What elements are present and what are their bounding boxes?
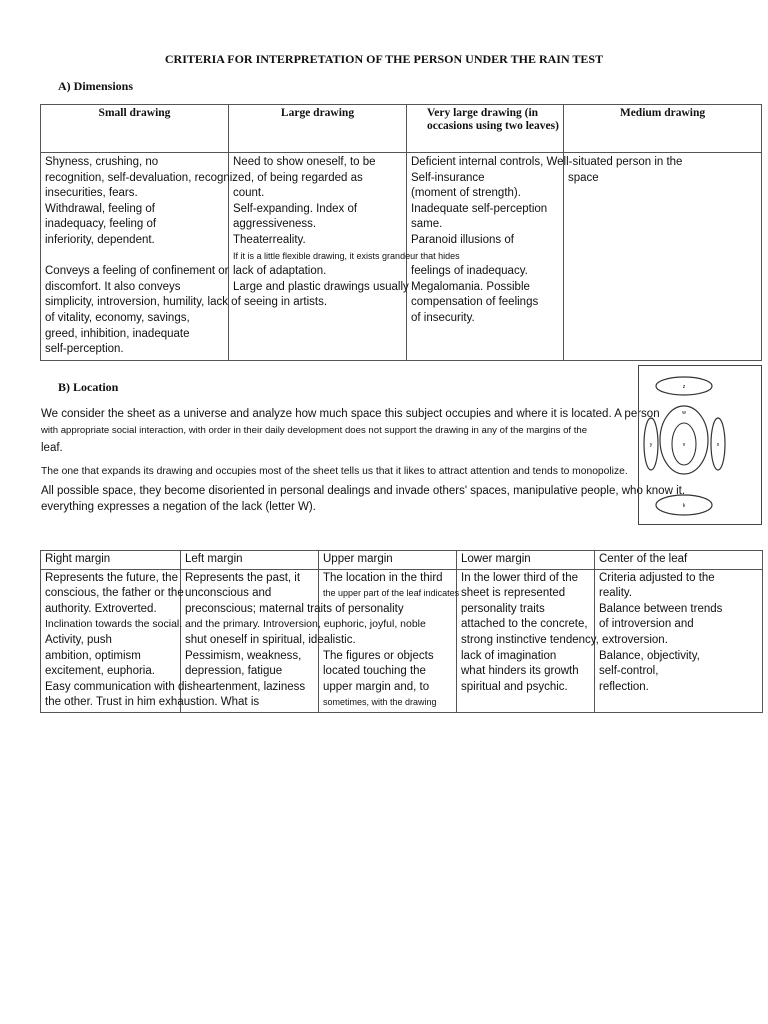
large-line: aggressiveness. [233, 218, 317, 231]
header-upper-margin: Upper margin [319, 551, 457, 570]
center-line: of introversion and [599, 618, 694, 631]
small-line: of vitality, economy, savings, [45, 311, 190, 324]
small-line [45, 249, 224, 265]
center-line [599, 695, 758, 711]
lower-line: sheet is represented [461, 587, 566, 600]
left-line: Represents the past, it [185, 571, 301, 584]
label-center: v [682, 442, 686, 448]
small-line: inferiority, dependent. [45, 233, 155, 246]
right-line: Inclination towards the social. [45, 618, 183, 631]
lower-line [461, 695, 590, 711]
diagram-svg [639, 366, 761, 524]
location-paragraph: everything expresses a negation of the lack (letter W). [41, 501, 316, 513]
upper-line: located touching the [323, 665, 426, 678]
small-line: Withdrawal, feeling of [45, 202, 155, 215]
label-middle-upper: w [682, 410, 686, 416]
very-large-line: (moment of strength). [411, 187, 521, 200]
left-line: and the primary. Introversion, euphoric, joyful, noble [185, 618, 426, 631]
very-large-line: feelings of inadequacy. [411, 265, 528, 278]
medium-drawing-cell [564, 153, 762, 361]
upper-line: sometimes, with the drawing [323, 697, 437, 708]
small-line: greed, inhibition, inadequate [45, 327, 190, 340]
right-line: authority. Extroverted. [45, 602, 157, 615]
location-paragraph: The one that expands its drawing and occupies most of the sheet tells us that it likes to attract attention and tends to monopolize. [41, 466, 628, 477]
medium-line: space [568, 171, 599, 184]
lower-line: strong instinctive tendency, extroversion. [461, 633, 668, 646]
label-top: z [682, 384, 686, 390]
very-large-line: Self-insurance [411, 171, 485, 184]
right-line: Easy communication with disheartenment, laziness [45, 680, 306, 693]
lower-line: personality traits [461, 602, 545, 615]
upper-line: The figures or objects [323, 649, 434, 662]
very-large-line: compensation of feelings [411, 296, 539, 309]
small-line: inadequacy, feeling of [45, 218, 157, 231]
section-a-heading: A) Dimensions [58, 79, 134, 93]
small-line: self-perception. [45, 343, 124, 356]
header-left-margin: Left margin [181, 551, 319, 570]
sheet-location-diagram [638, 365, 762, 525]
small-line: insecurities, fears. [45, 187, 138, 200]
lower-line: spiritual and psychic. [461, 680, 568, 693]
upper-line: the upper part of the leaf indicates [323, 588, 460, 599]
left-line: Pessimism, weakness, [185, 649, 302, 662]
left-line: shut oneself in spiritual, idealistic. [185, 633, 356, 646]
large-line: Self-expanding. Index of [233, 202, 358, 215]
location-paragraph: leaf. [41, 442, 63, 454]
upper-line: upper margin and, to [323, 680, 430, 693]
dimensions-table [40, 104, 762, 361]
small-line: Shyness, crushing, no [45, 156, 159, 168]
center-line: self-control, [599, 665, 659, 678]
center-line: Balance, objectivity, [599, 649, 700, 662]
large-line: count. [233, 187, 265, 200]
lower-line: lack of imagination [461, 649, 557, 662]
section-b-heading: B) Location [58, 380, 119, 394]
right-line: ambition, optimism [45, 649, 141, 662]
center-line: reality. [599, 587, 633, 600]
very-large-line: of insecurity. [411, 311, 475, 324]
large-line: Need to show oneself, to be [233, 156, 376, 168]
large-line: If it is a little flexible drawing, it exists grandeur that hides [233, 250, 460, 261]
lower-line: attached to the concrete, [461, 618, 588, 631]
lower-line: In the lower third of the [461, 571, 578, 584]
header-medium-drawing: Medium drawing [564, 105, 762, 153]
very-large-line: same. [411, 218, 443, 231]
right-line: Activity, push [45, 633, 112, 646]
lower-line: what hinders its growth [461, 665, 579, 678]
label-bottom: k [682, 503, 686, 509]
center-line: Balance between trends [599, 602, 723, 615]
location-paragraph: We consider the sheet as a universe and analyze how much space this subject occupies and where it is located. A person [41, 408, 660, 420]
right-line: Represents the future, the [45, 571, 178, 584]
header-lower-margin: Lower margin [457, 551, 595, 570]
header-center-of-leaf: Center of the leaf [595, 551, 763, 570]
large-line: lack of adaptation. [233, 265, 327, 278]
center-line: reflection. [599, 680, 649, 693]
location-paragraph: All possible space, they become disoriented in personal dealings and invade others' spaces, manipulative people, who know it. [41, 485, 686, 497]
large-line: Theaterreality. [233, 233, 306, 246]
left-line: preconscious; maternal traits of personality [185, 602, 404, 615]
label-left: y [649, 442, 653, 448]
small-line: Conveys a feeling of confinement or [45, 265, 229, 278]
large-line: Large and plastic drawings usually [233, 280, 409, 293]
header-right-margin: Right margin [41, 551, 181, 570]
small-line: simplicity, introversion, humility, lack of seeing in artists. [45, 296, 328, 309]
right-line: excitement, euphoria. [45, 665, 155, 678]
very-large-line: Inadequate self-perception [411, 202, 548, 215]
page-title: CRITERIA FOR INTERPRETATION OF THE PERSON UNDER THE RAIN TEST [164, 52, 604, 66]
outer-center-ellipse [660, 406, 708, 474]
small-line: recognition, self-devaluation, recognized, of being regarded as [45, 171, 363, 184]
right-line: the other. Trust in him exhaustion. What is [45, 696, 260, 709]
small-line: discomfort. It also conveys [45, 280, 181, 293]
right-line: conscious, the father or the [45, 587, 184, 600]
center-line: Criteria adjusted to the [599, 571, 715, 584]
left-line: unconscious and [185, 587, 272, 600]
header-very-large-drawing: Very large drawing (in occasions using two leaves) [407, 105, 564, 153]
header-large-drawing: Large drawing [229, 105, 407, 153]
location-table [40, 550, 763, 713]
left-line: depression, fatigue [185, 665, 283, 678]
very-large-line: Megalomania. Possible [411, 280, 530, 293]
very-large-line: Paranoid illusions of [411, 233, 514, 246]
location-paragraph: with appropriate social interaction, with order in their daily development does not support the drawing in any of the margins of the [41, 425, 588, 436]
header-small-drawing: Small drawing [41, 105, 229, 153]
very-large-line: Deficient internal controls, Well-situated person in the [411, 156, 683, 168]
label-right: x [716, 442, 720, 448]
upper-line: The location in the third [323, 571, 443, 584]
